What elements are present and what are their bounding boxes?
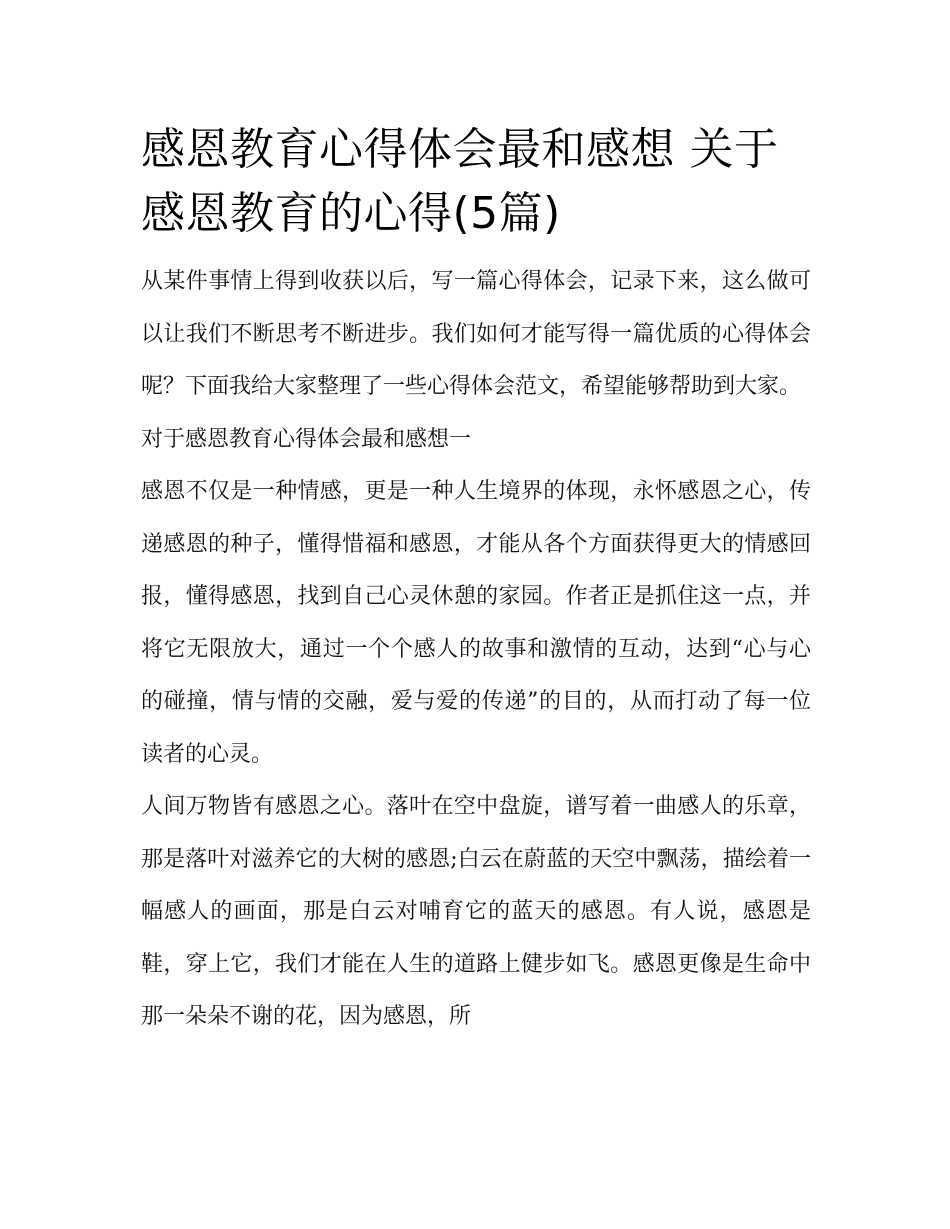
document-body bbox=[141, 118, 811, 1044]
section-heading: 对于感恩教育心得体会最和感想一 bbox=[141, 426, 472, 452]
body-paragraph: 感恩不仅是一种情感，更是一种人生境界的体现，永怀感恩之心，传递感恩的种子，懂得惜福和感恩，才能从各个方面获得更大的情感回报，懂得感恩，找到自己心灵休憩的家园。作者正是抓住这一点，并将它无限放大，通过一个个感人的故事和激情的互动，达到“心与心的碰撞，情与情的交融，爱与爱的传递”的目的，从而打动了每一位读者的心灵。 bbox=[141, 479, 811, 767]
document-title: 感恩教育心得体会最和感想 关于感恩教育的心得(5篇) bbox=[141, 124, 779, 239]
intro-paragraph: 从某件事情上得到收获以后，写一篇心得体会，记录下来，这么做可以让我们不断思考不断进步。我们如何才能写得一篇优质的心得体会呢？下面我给大家整理了一些心得体会范文，希望能够帮助到大家。 bbox=[141, 269, 811, 399]
body-paragraph: 人间万物皆有感恩之心。落叶在空中盘旋，谱写着一曲感人的乐章，那是落叶对滋养它的大树的感恩;白云在蔚蓝的天空中飘荡，描绘着一幅感人的画面，那是白云对哺育它的蓝天的感恩。有人说，感恩是鞋，穿上它，我们才能在人生的道路上健步如飞。感恩更像是生命中那一朵朵不谢的花，因为感恩，所 bbox=[141, 794, 811, 1029]
